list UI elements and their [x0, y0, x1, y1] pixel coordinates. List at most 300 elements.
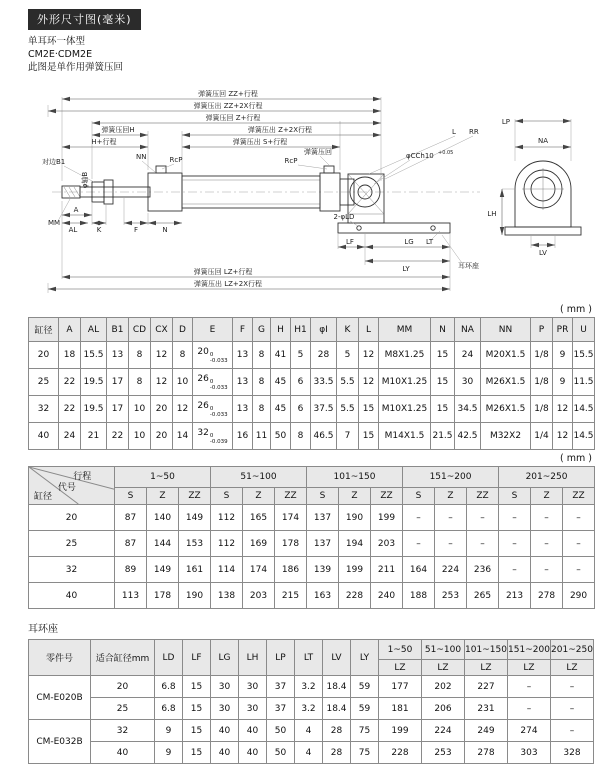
table-cell: 224 — [435, 557, 467, 583]
column-header: LD — [155, 640, 183, 676]
table-cell: 11 — [253, 423, 271, 450]
bore-cell: 20 — [29, 342, 59, 369]
stroke-range-header: 1~50 — [115, 467, 211, 488]
table-cell — [193, 396, 233, 423]
column-header: LG — [211, 640, 239, 676]
column-header: Z — [339, 488, 371, 505]
tolerance-lower: -0.033 — [209, 384, 228, 391]
bracket-callout-label: 耳环座 — [458, 262, 479, 270]
table-cell: 12 — [359, 342, 379, 369]
column-header: LF — [183, 640, 211, 676]
table-cell: 228 — [339, 583, 371, 609]
column-header: Z — [147, 488, 179, 505]
table-cell: 163 — [307, 583, 339, 609]
table-cell: 190 — [179, 583, 211, 609]
column-header: ZZ — [371, 488, 403, 505]
table-cell: – — [467, 531, 499, 557]
table-cell: 112 — [211, 505, 243, 531]
table-cell: 75 — [351, 720, 379, 742]
table-cell: 8 — [253, 342, 271, 369]
dimension-value: 26 — [197, 373, 209, 384]
table-cell: 10 — [129, 423, 151, 450]
table-cell: 33.5 — [311, 369, 337, 396]
table-cell: 5 — [291, 342, 311, 369]
table-cell: 265 — [467, 583, 499, 609]
table-cell: 4 — [295, 720, 323, 742]
table-cell: 21.5 — [431, 423, 455, 450]
table-cell: 114 — [211, 557, 243, 583]
dim-label-cc: φCCh10 — [406, 152, 434, 160]
table-cell: 6 — [291, 369, 311, 396]
table-cell: 149 — [179, 505, 211, 531]
dimensions-table — [28, 317, 595, 450]
table-cell: 190 — [339, 505, 371, 531]
table-cell: 278 — [465, 742, 508, 764]
table-cell: 37 — [267, 698, 295, 720]
table-cell: 211 — [371, 557, 403, 583]
dim-label-ly: LY — [402, 265, 410, 273]
column-header: NA — [455, 318, 481, 342]
dim-label-f: F — [133, 226, 139, 234]
table-cell: 203 — [371, 531, 403, 557]
bore-cell: 25 — [91, 698, 155, 720]
port-label-front: RcP — [169, 156, 183, 164]
table-row — [29, 531, 595, 557]
table-cell: 13 — [233, 396, 253, 423]
table-row — [29, 505, 595, 531]
table-row — [29, 369, 595, 396]
table-header-row — [29, 318, 595, 342]
table-cell: 20 — [151, 396, 173, 423]
dim-label-lp: LP — [501, 118, 510, 126]
model-series-line: CM2E·CDM2E — [28, 49, 93, 60]
corner-label-stroke: 行程 — [73, 472, 92, 482]
tolerance — [210, 433, 228, 445]
column-header: LZ — [508, 660, 551, 676]
stroke-range-header: 51~100 — [422, 640, 465, 660]
cylinder-outline-drawing — [28, 77, 594, 301]
column-header: S — [211, 488, 243, 505]
table-cell: – — [499, 505, 531, 531]
table-cell: 149 — [147, 557, 179, 583]
part-number-cell: CM-E020B — [29, 676, 91, 720]
dim-label-rod-dia: φ轴B — [81, 171, 89, 189]
table-cell: – — [551, 720, 594, 742]
table-cell: 30 — [211, 698, 239, 720]
dim-label-cc-tolerance: +0.05 — [438, 150, 454, 156]
table-cell: – — [499, 531, 531, 557]
table-header-row — [29, 467, 595, 488]
model-type-line: 单耳环一体型 — [28, 36, 86, 47]
column-header: Z — [531, 488, 563, 505]
table-cell — [193, 369, 233, 396]
tolerance-upper: 0 — [209, 432, 214, 439]
table-cell: 164 — [403, 557, 435, 583]
table-cell: 328 — [551, 742, 594, 764]
column-header: F — [233, 318, 253, 342]
unit-label: ( mm ) — [560, 304, 592, 315]
tolerance-lower: -0.033 — [209, 411, 228, 418]
table-header-row — [29, 640, 594, 660]
table-cell: 3.2 — [295, 676, 323, 698]
table-cell: 17 — [107, 369, 129, 396]
table-cell: 194 — [339, 531, 371, 557]
table-cell: M32X2 — [481, 423, 531, 450]
table-cell: – — [551, 698, 594, 720]
dim-label-n: N — [162, 226, 168, 234]
table-cell: 227 — [465, 676, 508, 698]
column-header: L — [359, 318, 379, 342]
bore-cell: 40 — [91, 742, 155, 764]
table-cell: 5.5 — [337, 396, 359, 423]
dim-label-al: AL — [68, 226, 78, 234]
table-cell: 6.8 — [155, 698, 183, 720]
table-cell: 10 — [173, 369, 193, 396]
dim-label-a: A — [73, 206, 79, 214]
table-row — [29, 423, 595, 450]
tolerance — [210, 352, 228, 364]
table-cell: 174 — [275, 505, 307, 531]
stroke-table — [28, 466, 595, 609]
column-header: LZ — [379, 660, 422, 676]
column-header: LZ — [465, 660, 508, 676]
table-cell: 22 — [59, 369, 81, 396]
bore-cell: 25 — [29, 369, 59, 396]
table-cell: 4 — [295, 742, 323, 764]
table-cell: 6 — [291, 396, 311, 423]
table-cell: 15 — [431, 369, 455, 396]
table-cell: 40 — [211, 742, 239, 764]
table-cell: 87 — [115, 531, 147, 557]
table-cell: 46.5 — [311, 423, 337, 450]
table-cell: 253 — [422, 742, 465, 764]
table-cell: – — [435, 531, 467, 557]
table-cell: 165 — [243, 505, 275, 531]
table-cell: 5 — [337, 342, 359, 369]
table-cell: 8 — [253, 396, 271, 423]
table-cell: 224 — [422, 720, 465, 742]
table-cell: 45 — [271, 396, 291, 423]
table-cell: 21 — [81, 423, 107, 450]
column-header: S — [403, 488, 435, 505]
dim-label-z-out: 弹簧压出 Z+2X行程 — [247, 126, 313, 134]
table-cell: 19.5 — [81, 369, 107, 396]
bore-cell: 40 — [29, 583, 115, 609]
column-header: CD — [129, 318, 151, 342]
table-cell: 290 — [563, 583, 595, 609]
table-cell: 138 — [211, 583, 243, 609]
table-cell: 75 — [351, 742, 379, 764]
column-header-bore: 适合缸径mm — [91, 640, 155, 676]
table-row — [29, 742, 594, 764]
table-cell: 8 — [129, 342, 151, 369]
column-header: φI — [311, 318, 337, 342]
table-cell: 18.4 — [323, 676, 351, 698]
table-cell: 87 — [115, 505, 147, 531]
table-cell: 30 — [211, 676, 239, 698]
table-cell: 161 — [179, 557, 211, 583]
table-cell: 28 — [323, 720, 351, 742]
table-cell: 18 — [59, 342, 81, 369]
table-cell: 12 — [359, 369, 379, 396]
dim-label-s-out: 弹簧压出 S+行程 — [232, 138, 288, 146]
table-cell: 213 — [499, 583, 531, 609]
table-cell: 13 — [233, 342, 253, 369]
table-cell: M10X1.25 — [379, 369, 431, 396]
table-cell: 15 — [183, 698, 211, 720]
table-cell: 278 — [531, 583, 563, 609]
column-header: A — [59, 318, 81, 342]
table-cell: M14X1.5 — [379, 423, 431, 450]
end-view — [505, 161, 581, 235]
table-cell: 13 — [107, 342, 129, 369]
table-cell: 16 — [233, 423, 253, 450]
table-cell: 1/8 — [531, 369, 553, 396]
column-header: ZZ — [563, 488, 595, 505]
column-header: H — [271, 318, 291, 342]
tolerance-upper: 0 — [209, 351, 214, 358]
table-cell: 144 — [147, 531, 179, 557]
tolerance — [210, 379, 228, 391]
dim-label-b1: 对边B1 — [42, 158, 66, 166]
dim-label-lv: LV — [539, 249, 547, 257]
stroke-range-header: 201~250 — [551, 640, 594, 660]
table-cell: 12 — [151, 342, 173, 369]
table-cell: 12 — [553, 396, 573, 423]
table-cell: 8 — [173, 342, 193, 369]
table-cell: 153 — [179, 531, 211, 557]
table-cell: 50 — [271, 423, 291, 450]
table-cell: M10X1.25 — [379, 396, 431, 423]
table-cell: 13 — [233, 369, 253, 396]
table-cell: 15.5 — [81, 342, 107, 369]
table-cell: 41 — [271, 342, 291, 369]
column-header: E — [193, 318, 233, 342]
table-cell: – — [403, 531, 435, 557]
bore-cell: 32 — [91, 720, 155, 742]
table-cell: 12 — [173, 396, 193, 423]
column-header: LT — [295, 640, 323, 676]
table-cell: 11.5 — [573, 369, 595, 396]
table-cell: 22 — [107, 423, 129, 450]
table-cell: 15 — [183, 720, 211, 742]
dim-label-lt: LT — [426, 238, 434, 246]
table-cell: 22 — [59, 396, 81, 423]
table-cell: – — [467, 505, 499, 531]
table-cell: – — [435, 505, 467, 531]
table-cell: 59 — [351, 698, 379, 720]
table-cell: M20X1.5 — [481, 342, 531, 369]
table-cell: 42.5 — [455, 423, 481, 450]
table-cell: 40 — [239, 720, 267, 742]
table-cell: 50 — [267, 742, 295, 764]
table-cell: M8X1.25 — [379, 342, 431, 369]
page-title: 外形尺寸图(毫米) — [28, 9, 141, 30]
table-cell: 45 — [271, 369, 291, 396]
dim-label-lf: LF — [346, 238, 354, 246]
cylinder-side-view — [52, 166, 480, 211]
table-cell: 177 — [379, 676, 422, 698]
table-cell: – — [531, 531, 563, 557]
corner-label-code: 代号 — [57, 483, 76, 493]
table-cell: 199 — [371, 505, 403, 531]
column-header: S — [499, 488, 531, 505]
table-cell: 274 — [508, 720, 551, 742]
table-cell: M26X1.5 — [481, 369, 531, 396]
column-header: ZZ — [179, 488, 211, 505]
dim-label-na: NA — [537, 137, 549, 145]
table-cell: – — [563, 505, 595, 531]
table-cell: – — [499, 557, 531, 583]
table-cell: 7 — [337, 423, 359, 450]
column-header-part: 零件号 — [29, 640, 91, 676]
stroke-range-header: 101~150 — [465, 640, 508, 660]
table-cell: 40 — [211, 720, 239, 742]
table-cell: 186 — [275, 557, 307, 583]
stroke-range-header: 151~200 — [403, 467, 499, 488]
table-cell: 30 — [455, 369, 481, 396]
column-header: LP — [267, 640, 295, 676]
column-header: 缸径 — [29, 318, 59, 342]
column-header: AL — [81, 318, 107, 342]
table-cell: 89 — [115, 557, 147, 583]
table-cell: M26X1.5 — [481, 396, 531, 423]
table-cell: 19.5 — [81, 396, 107, 423]
table-cell: 37.5 — [311, 396, 337, 423]
table-cell: 178 — [147, 583, 179, 609]
corner-header — [29, 467, 115, 505]
port-note-label: 弹簧压回 — [304, 148, 332, 156]
table-cell: 8 — [129, 369, 151, 396]
dim-label-k: K — [96, 226, 102, 234]
dim-label-l: L — [452, 128, 456, 136]
tolerance-upper: 0 — [209, 378, 214, 385]
column-header: K — [337, 318, 359, 342]
table-cell: 30 — [239, 676, 267, 698]
column-header: PR — [553, 318, 573, 342]
table-cell: 14 — [173, 423, 193, 450]
dim-label-mm: MM — [48, 219, 61, 227]
table-cell: 139 — [307, 557, 339, 583]
table-cell: 236 — [467, 557, 499, 583]
column-header: ZZ — [467, 488, 499, 505]
table-cell: 8 — [253, 369, 271, 396]
column-header: LH — [239, 640, 267, 676]
table-cell: – — [563, 531, 595, 557]
dim-label-lz-return: 弹簧压回 LZ+行程 — [193, 268, 253, 276]
dim-label-h-stroke: H+行程 — [91, 138, 117, 146]
table-cell: – — [508, 676, 551, 698]
table-cell: 6.8 — [155, 676, 183, 698]
table-cell: 303 — [508, 742, 551, 764]
column-header: U — [573, 318, 595, 342]
dimension-annotations — [42, 89, 571, 289]
stroke-range-header: 151~200 — [508, 640, 551, 660]
table-cell: 15 — [359, 423, 379, 450]
table-cell: 9 — [155, 742, 183, 764]
table-cell: – — [403, 505, 435, 531]
port-label-rear: RcP — [284, 157, 298, 165]
table-cell: 1/8 — [531, 342, 553, 369]
column-header: LV — [323, 640, 351, 676]
bracket-table — [28, 639, 594, 764]
model-note-line: 此图是单作用弹簧压回 — [28, 62, 124, 73]
table-cell: 24 — [455, 342, 481, 369]
table-row — [29, 342, 595, 369]
table-row — [29, 720, 594, 742]
table-cell: 1/4 — [531, 423, 553, 450]
bore-cell: 32 — [29, 557, 115, 583]
table-cell: 181 — [379, 698, 422, 720]
column-header: H1 — [291, 318, 311, 342]
tolerance-lower: -0.033 — [209, 357, 228, 364]
column-header: S — [115, 488, 147, 505]
dim-label-lg: LG — [404, 238, 414, 246]
table-cell: 240 — [371, 583, 403, 609]
bore-cell: 40 — [29, 423, 59, 450]
table-cell: – — [563, 557, 595, 583]
table-cell: 28 — [311, 342, 337, 369]
dim-label-ld: 2-φLD — [333, 213, 355, 221]
table-cell: 15 — [183, 676, 211, 698]
column-header: S — [307, 488, 339, 505]
table-cell: 140 — [147, 505, 179, 531]
column-header: LZ — [551, 660, 594, 676]
tolerance-upper: 0 — [209, 405, 214, 412]
table-cell: 228 — [379, 742, 422, 764]
table-cell: 202 — [422, 676, 465, 698]
table-cell: 137 — [307, 531, 339, 557]
table-cell: 18.4 — [323, 698, 351, 720]
bore-cell: 20 — [29, 505, 115, 531]
bore-cell: 20 — [91, 676, 155, 698]
table-cell: 8 — [291, 423, 311, 450]
table-cell: 249 — [465, 720, 508, 742]
table-cell: 113 — [115, 583, 147, 609]
table-row — [29, 396, 595, 423]
dim-label-z-return: 弹簧压回 Z+行程 — [205, 114, 261, 122]
column-header: NN — [481, 318, 531, 342]
part-number-cell: CM-E032B — [29, 720, 91, 764]
table-cell: 15 — [183, 742, 211, 764]
table-cell: 5.5 — [337, 369, 359, 396]
column-header: CX — [151, 318, 173, 342]
dimension-value: 26 — [197, 400, 209, 411]
table-cell: 24 — [59, 423, 81, 450]
table-cell: 215 — [275, 583, 307, 609]
table-cell: 206 — [422, 698, 465, 720]
table-cell: – — [508, 698, 551, 720]
table-cell: 15 — [431, 342, 455, 369]
table-cell: 14.5 — [573, 396, 595, 423]
column-header: N — [431, 318, 455, 342]
column-header: MM — [379, 318, 431, 342]
table-cell: 37 — [267, 676, 295, 698]
table-cell: 30 — [239, 698, 267, 720]
dim-label-zz-return: 弹簧压回 ZZ+行程 — [198, 90, 258, 98]
table-cell: 40 — [239, 742, 267, 764]
table-cell: 10 — [129, 396, 151, 423]
table-cell: 231 — [465, 698, 508, 720]
table-cell: – — [551, 676, 594, 698]
table-cell: 34.5 — [455, 396, 481, 423]
tolerance-lower: -0.039 — [209, 438, 228, 445]
column-header: D — [173, 318, 193, 342]
table-row — [29, 557, 595, 583]
table-cell: 199 — [379, 720, 422, 742]
table-cell — [193, 342, 233, 369]
table-row — [29, 676, 594, 698]
